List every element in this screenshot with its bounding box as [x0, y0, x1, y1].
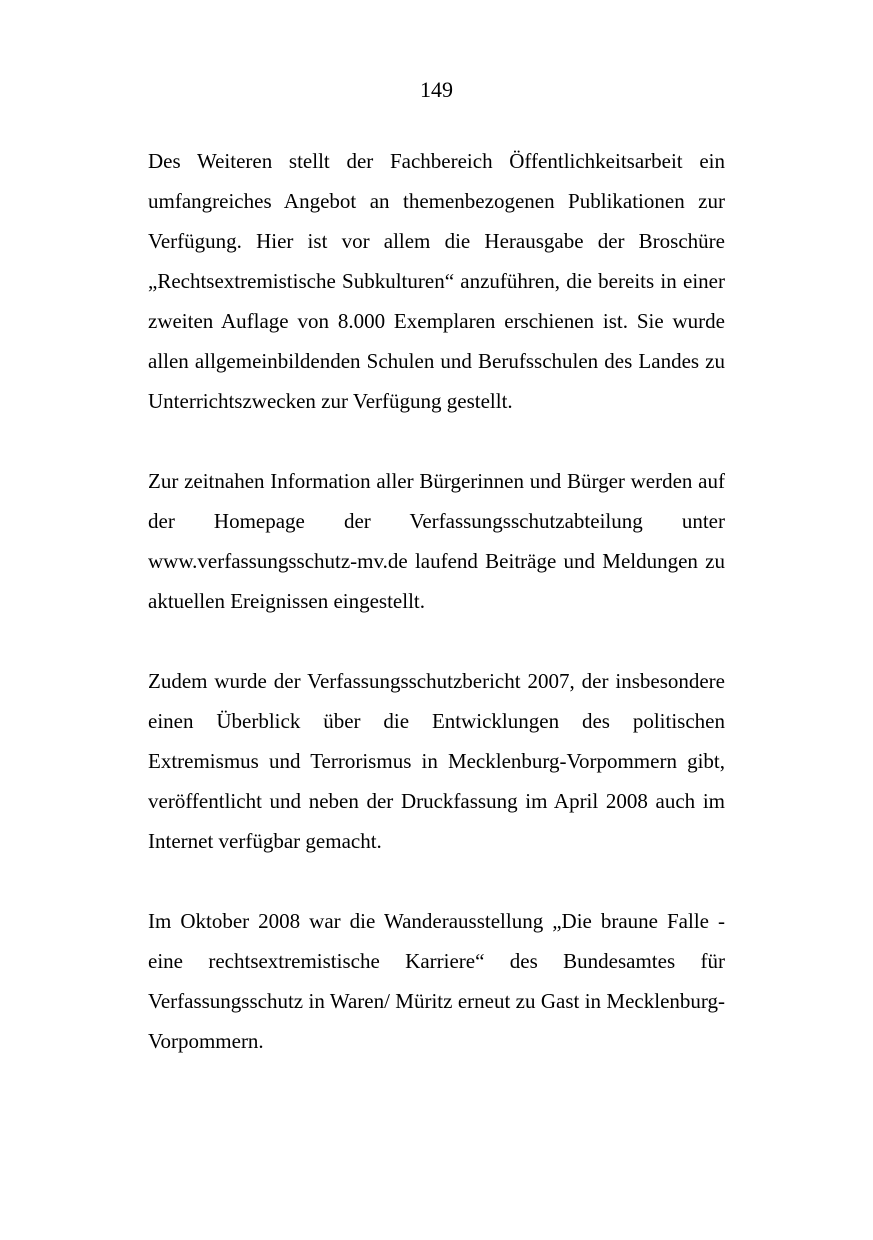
- page-number: 149: [420, 77, 453, 102]
- paragraph-gap: [148, 421, 725, 461]
- paragraph-gap: [148, 861, 725, 901]
- paragraph-report: Zudem wurde der Verfassungsschutzbericht 2007, der insbesondere einen Überblick über die Entwicklungen des politischen Extremismus und Terrorismus in Mecklenburg-Vorpommern gibt, veröffentlicht und neben der Druckfassung im April 2008 auch im Internet verfügbar gemacht.: [148, 669, 725, 853]
- paragraph-gap: [148, 621, 725, 661]
- paragraph-publications: Des Weiteren stellt der Fachbereich Öffentlichkeitsarbeit ein umfangreiches Angebot an themenbezogenen Publikationen zur Verfügung. Hier ist vor allem die Herausgabe der Broschüre „Rechtsextremistische Subkulturen“ anzuführen, die bereits in einer zweiten Auflage von 8.000 Exemplaren erschienen ist. Sie wurde allen allgemeinbildenden Schulen und Berufsschulen des Landes zu Unterrichtszwecken zur Verfügung gestellt.: [148, 149, 725, 413]
- paragraph-exhibition: Im Oktober 2008 war die Wanderausstellung „Die braune Falle - eine rechtsextremistische Karriere“ des Bundesamtes für Verfassungsschutz in Waren/ Müritz erneut zu Gast in Mecklenburg-Vorpommern.: [148, 909, 725, 1053]
- body-text: [148, 141, 725, 1061]
- paragraph-homepage: Zur zeitnahen Information aller Bürgerinnen und Bürger werden auf der Homepage der Verfassungsschutzabteilung unter www.verfassungsschutz-mv.de laufend Beiträge und Meldungen zu aktuellen Ereignissen eingestellt.: [148, 469, 725, 613]
